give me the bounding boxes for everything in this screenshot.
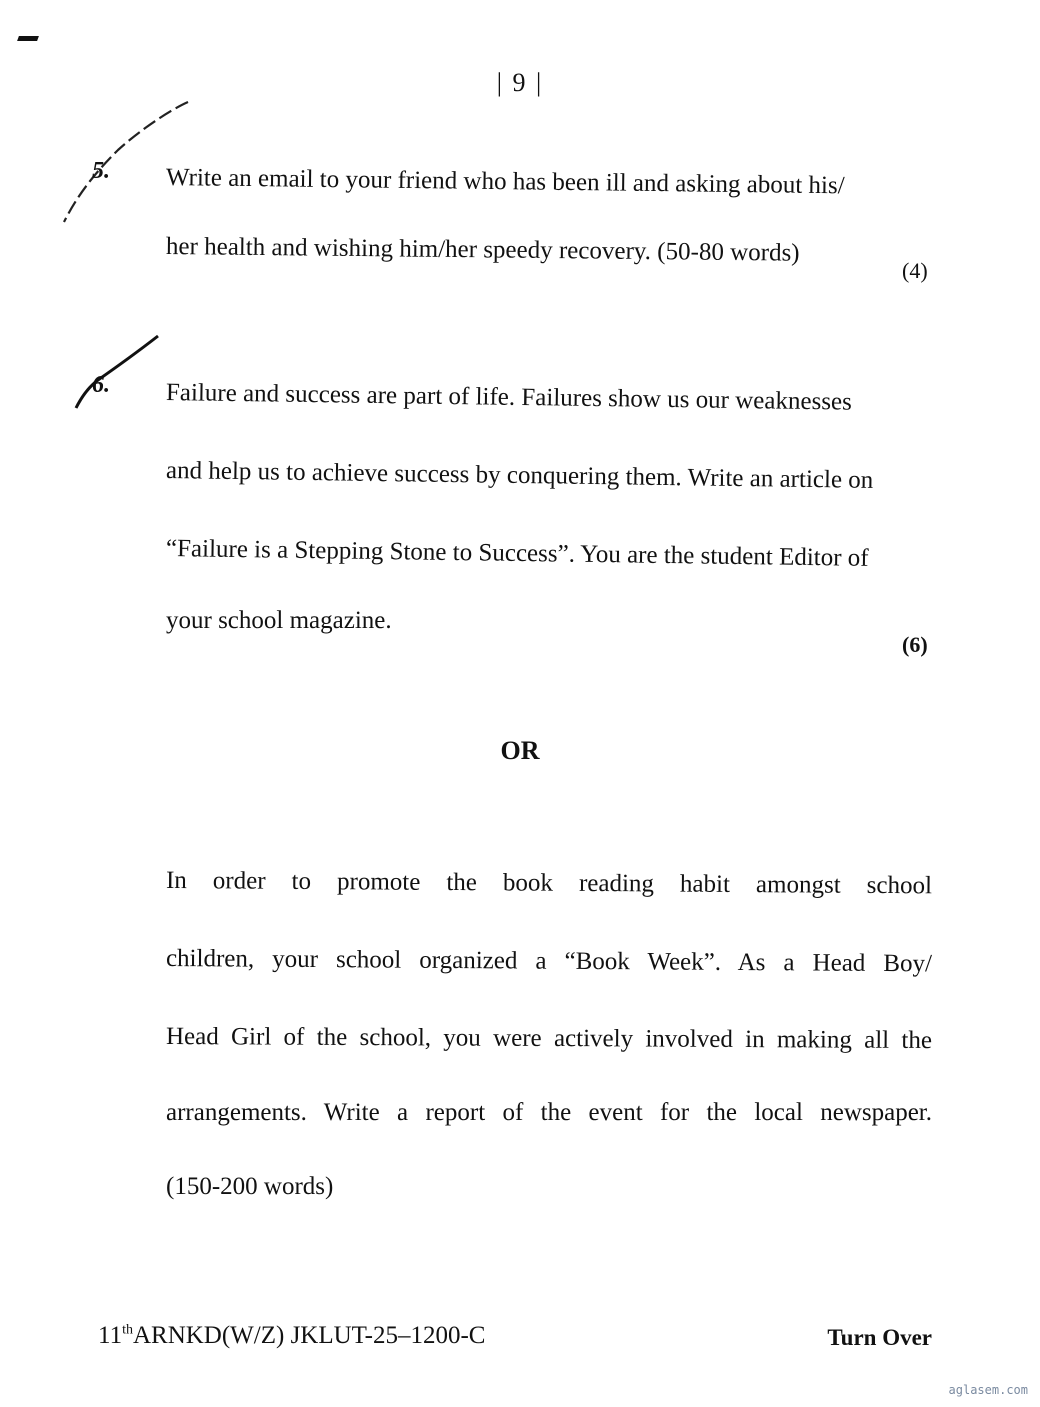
alternative-line-4: arrangements. Write a report of the event for the local newspaper. bbox=[166, 1099, 932, 1126]
alternative-line-2: children, your school organized a “Book Week”. As a Head Boy/ bbox=[165, 945, 933, 978]
paper-code bbox=[98, 1322, 485, 1350]
question-6-line-3: “Failure is a Stepping Stone to Success”. You are the student Editor of bbox=[165, 535, 869, 572]
question-6-marks: (6) bbox=[902, 632, 928, 657]
paper-code-prefix: 11 bbox=[98, 1322, 123, 1349]
alternative-line-1: In order to promote the book reading habit amongst school bbox=[165, 867, 933, 900]
question-5-line-2: her health and wishing him/her speedy recovery. (50-80 words) bbox=[165, 233, 800, 267]
question-5-marks: (4) bbox=[902, 258, 928, 283]
turn-over-label: Turn Over bbox=[827, 1325, 932, 1350]
paper-code-superscript: th bbox=[122, 1322, 133, 1338]
paper-code-rest: ARNKD(W/Z) JKLUT-25–1200-C bbox=[132, 1322, 486, 1349]
question-5-line-1: Write an email to your friend who has been ill and asking about his/ bbox=[165, 164, 845, 200]
watermark: aglasem.com bbox=[948, 1383, 1028, 1397]
question-6-line-4: your school magazine. bbox=[166, 607, 392, 634]
question-6-number: 6. bbox=[92, 372, 110, 398]
alternative-line-3: Head Girl of the school, you were actively involved in making all the bbox=[165, 1023, 933, 1055]
question-6-line-2: and help us to achieve success by conquering them. Write an article on bbox=[165, 457, 874, 494]
alternative-word-limit: (150-200 words) bbox=[166, 1173, 334, 1200]
question-6-line-1: Failure and success are part of life. Failures show us our weaknesses bbox=[165, 379, 853, 416]
question-5-number: 5. bbox=[92, 158, 110, 184]
page-number: | 9 | bbox=[496, 68, 544, 97]
or-separator: OR bbox=[500, 736, 540, 765]
